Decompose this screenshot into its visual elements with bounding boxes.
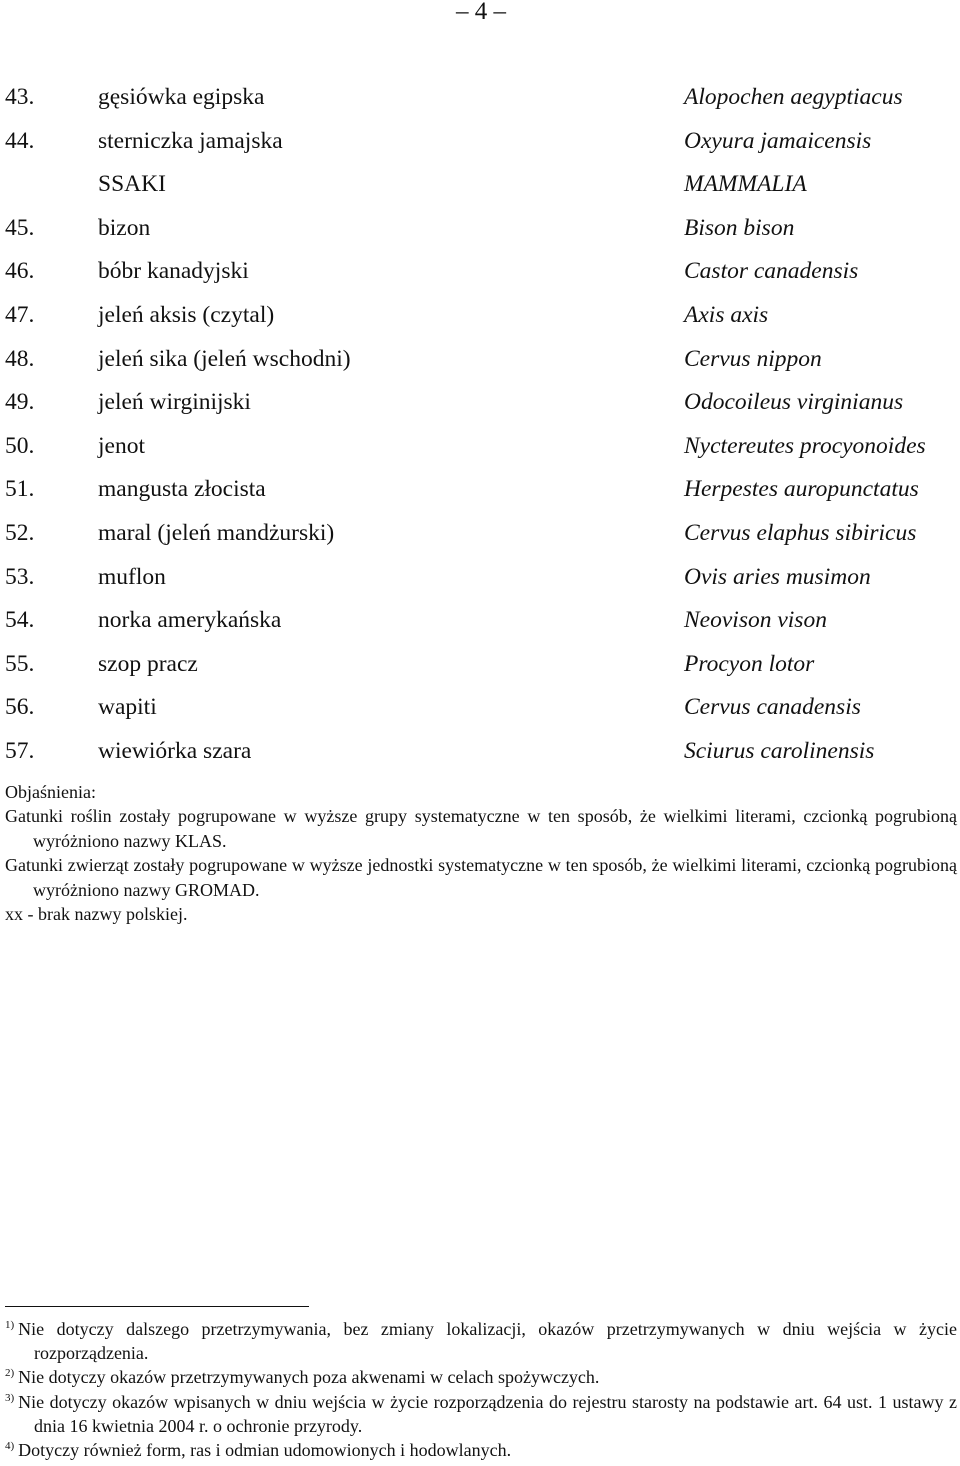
species-number: 55. xyxy=(5,650,35,677)
page-number: – 4 – xyxy=(456,0,506,25)
xx-explanation: xx - brak nazwy polskiej. xyxy=(5,904,188,925)
footnote-mark: 4) xyxy=(5,1440,15,1453)
species-number: 49. xyxy=(5,389,35,416)
species-latin-name: Sciurus carolinensis xyxy=(684,737,875,764)
species-latin-name: Ovis aries musimon xyxy=(684,563,871,590)
species-latin-name: Bison bison xyxy=(684,214,795,241)
footnote xyxy=(5,1317,957,1365)
species-latin-name: Herpestes auropunctatus xyxy=(684,476,919,503)
species-row xyxy=(0,120,960,164)
species-latin-name: Oxyura jamaicensis xyxy=(684,127,872,154)
species-row xyxy=(0,76,960,120)
species-row xyxy=(0,425,960,469)
species-polish-name: bizon xyxy=(98,214,151,241)
group-latin-name: MAMMALIA xyxy=(684,171,807,198)
species-row xyxy=(0,730,960,774)
species-number: 43. xyxy=(5,84,35,110)
species-polish-name: wapiti xyxy=(98,694,157,721)
footnote-text: Nie dotyczy okazów przetrzymywanych poza akwenami w celach spożywczych. xyxy=(18,1367,600,1388)
species-latin-name: Cervus nippon xyxy=(684,345,822,372)
species-polish-name: gęsiówka egipska xyxy=(98,84,265,110)
species-polish-name: jeleń wirginijski xyxy=(98,389,251,416)
species-row xyxy=(0,207,960,251)
explanations-section xyxy=(5,780,957,926)
footnote xyxy=(5,1365,957,1389)
group-polish-name: SSAKI xyxy=(98,171,166,198)
footnote-text: Nie dotyczy okazów wpisanych w dniu wejścia w życie rozporządzenia do rejestru starosty na podstawie art. 64 ust. 1 ustawy z dnia 16 kwietnia 2004 r. o ochronie przyrody. xyxy=(18,1391,957,1436)
species-polish-name: muflon xyxy=(98,563,166,590)
species-number: 54. xyxy=(5,607,35,634)
footnote-divider xyxy=(5,1306,309,1307)
plants-explanation: Gatunki roślin zostały pogrupowane w wyższe grupy systematyczne w ten sposób, że wielkimi literami, czcionką pogrubioną wyróżniono nazwy KLAS. xyxy=(5,806,957,851)
species-latin-name: Neovison vison xyxy=(684,607,827,634)
species-number: 46. xyxy=(5,258,35,285)
species-row xyxy=(0,599,960,643)
species-latin-name: Cervus canadensis xyxy=(684,694,861,721)
species-polish-name: maral (jeleń mandżurski) xyxy=(98,519,335,546)
species-row xyxy=(0,250,960,294)
species-row xyxy=(0,686,960,730)
species-number: 48. xyxy=(5,345,35,372)
footnote-text: Nie dotyczy dalszego przetrzymywania, bez zmiany lokalizacji, okazów przetrzymywanych w dniu wejścia w życie rozporządzenia. xyxy=(18,1319,957,1364)
species-row xyxy=(0,468,960,512)
species-row xyxy=(0,512,960,556)
footnote xyxy=(5,1390,957,1438)
species-polish-name: norka amerykańska xyxy=(98,607,282,634)
group-heading-row xyxy=(0,163,960,207)
species-number: 57. xyxy=(5,737,35,764)
footnote-mark: 1) xyxy=(5,1319,15,1331)
species-latin-name: Alopochen aegyptiacus xyxy=(684,84,903,110)
species-polish-name: jenot xyxy=(98,432,145,459)
species-polish-name: wiewiórka szara xyxy=(98,737,252,764)
species-row xyxy=(0,294,960,338)
species-latin-name: Nyctereutes procyonoides xyxy=(684,432,926,459)
species-latin-name: Axis axis xyxy=(684,301,769,328)
species-row xyxy=(0,381,960,425)
species-row xyxy=(0,643,960,687)
species-latin-name: Odocoileus virginianus xyxy=(684,389,904,416)
footnote-text: Dotyczy również form, ras i odmian udomowionych i hodowlanych. xyxy=(18,1440,512,1461)
species-row xyxy=(0,338,960,382)
species-latin-name: Cervus elaphus sibiricus xyxy=(684,519,917,546)
species-polish-name: jeleń sika (jeleń wschodni) xyxy=(98,345,351,372)
species-polish-name: mangusta złocista xyxy=(98,476,266,503)
footnote xyxy=(5,1438,957,1462)
species-list xyxy=(0,76,960,774)
species-number: 56. xyxy=(5,694,35,721)
animals-explanation: Gatunki zwierząt zostały pogrupowane w wyższe jednostki systematyczne w ten sposób, że wielkimi literami, czcionką pogrubioną wyróżniono nazwy GROMAD. xyxy=(5,855,957,900)
species-polish-name: sterniczka jamajska xyxy=(98,127,283,154)
footnote-mark: 3) xyxy=(5,1391,15,1404)
explanations-heading: Objaśnienia: xyxy=(5,782,96,802)
species-number: 44. xyxy=(5,127,35,154)
species-row xyxy=(0,556,960,600)
species-number: 45. xyxy=(5,214,35,241)
species-number: 53. xyxy=(5,563,35,590)
footnote-mark: 2) xyxy=(5,1367,15,1380)
species-latin-name: Procyon lotor xyxy=(684,650,815,677)
species-latin-name: Castor canadensis xyxy=(684,258,859,285)
species-polish-name: szop pracz xyxy=(98,650,198,677)
species-number: 52. xyxy=(5,519,35,546)
species-number: 47. xyxy=(5,301,35,328)
species-number: 51. xyxy=(5,476,35,503)
species-polish-name: bóbr kanadyjski xyxy=(98,258,249,285)
species-number: 50. xyxy=(5,432,35,459)
species-polish-name: jeleń aksis (czytal) xyxy=(98,301,275,328)
footnotes-section xyxy=(5,1317,957,1462)
